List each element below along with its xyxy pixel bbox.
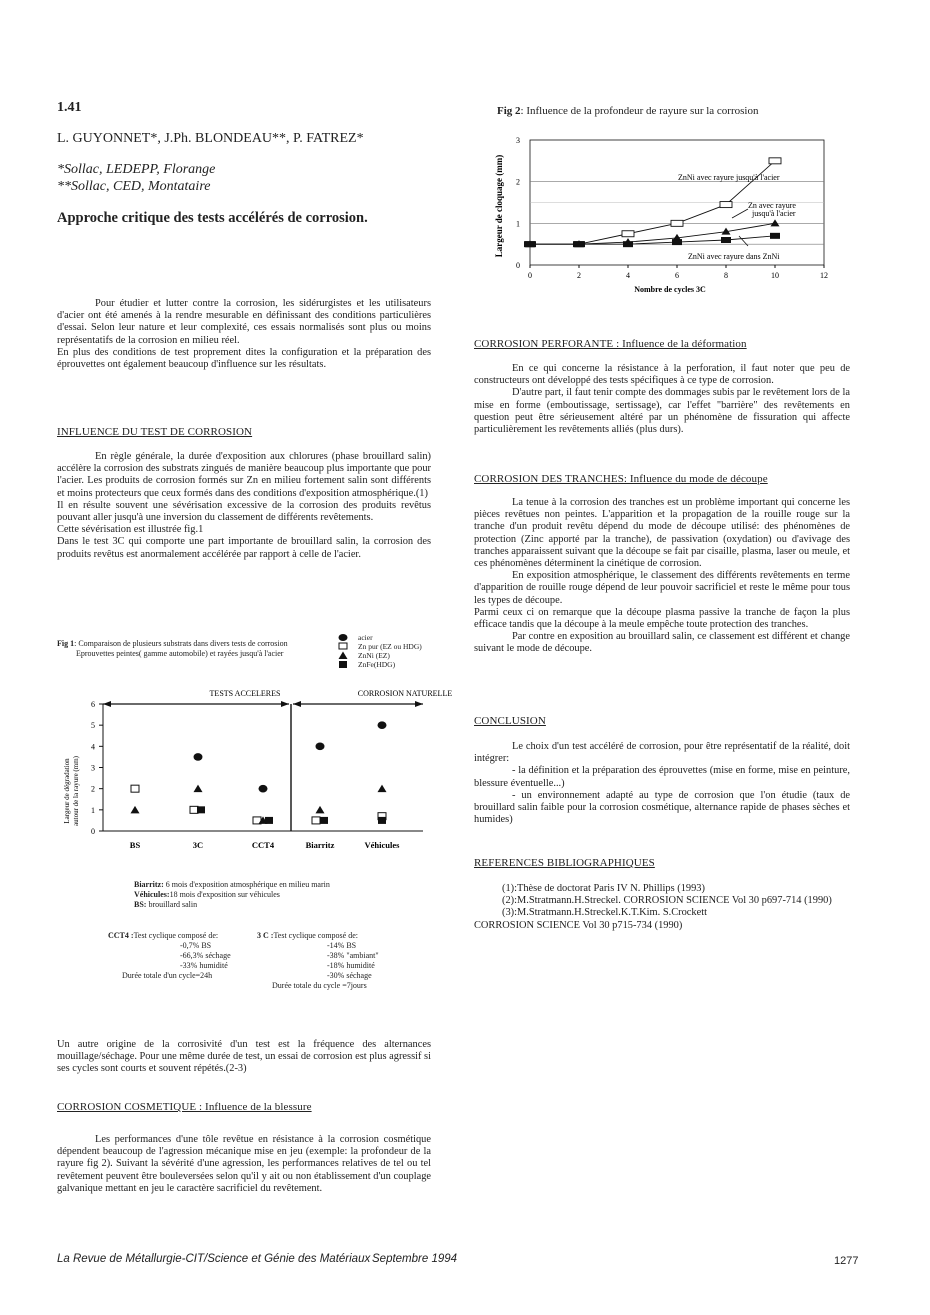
3c-subtitle: Test cyclique composé de: <box>273 931 358 940</box>
note-text: brouillard salin <box>146 900 198 909</box>
footer-date: Septembre 1994 <box>372 1253 458 1265</box>
cct4-title: CCT4 : <box>108 931 134 940</box>
heading-influence: INFLUENCE DU TEST DE CORROSION <box>57 426 253 438</box>
marker-znni <box>194 785 203 793</box>
y-tick-label: 6 <box>91 700 95 709</box>
fig2-caption <box>497 105 758 117</box>
marker-znni-znni <box>525 241 535 247</box>
square-filled-marker-icon <box>338 660 350 669</box>
note-biarritz <box>134 880 434 890</box>
intro-paragraph: En plus des conditions de test proprement dites la configuration et la préparation des éprouvettes ont également beaucoup d'influence sur les résultats. <box>57 346 431 371</box>
fig2-chart <box>490 128 840 308</box>
fig2-label-c: ZnNi avec rayure dans ZnNi <box>688 252 780 261</box>
y-tick-label: 5 <box>91 721 95 731</box>
paragraph: Par contre en exposition au brouillard salin, ce classement est différent et change suivant le mode de découpe. <box>474 631 850 655</box>
reference: (1):Thèse de doctorat Paris IV N. Phillips (1993) <box>502 883 705 894</box>
fig2-label-b1: Zn avec rayure <box>748 201 796 210</box>
heading-tranches: CORROSION DES TRANCHES: Influence du mode de découpe <box>474 473 768 485</box>
marker-zn-acier <box>771 219 780 226</box>
note-vehicules <box>134 890 434 900</box>
fig1-marks <box>131 721 387 824</box>
annotation-arrow <box>732 209 748 218</box>
paragraph: Dans le test 3C qui comporte une part importante de brouillard salin, la corrosion des produits revêtus est anormalement accélérée par rapport à celle de l'acier. <box>57 536 431 560</box>
cosmetique-block <box>57 1134 431 1195</box>
3c-box <box>257 931 417 991</box>
heading-references: REFERENCES BIBLIOGRAPHIQUES <box>474 857 655 869</box>
heading-conclusion: CONCLUSION <box>474 715 546 727</box>
x-tick-label: 0 <box>528 271 532 280</box>
fig1-legend <box>338 633 448 669</box>
legend-item <box>338 660 448 669</box>
marker-zn-pur <box>312 817 320 824</box>
marker-znfe <box>197 806 205 813</box>
paragraph: Le choix d'un test accéléré de corrosion, pour être représentatif de la réalité, doit intégrer: <box>474 741 850 765</box>
note-term: Biarritz: <box>134 880 164 889</box>
fig2-label-b2: jusqu'à l'acier <box>752 209 796 218</box>
note-bs <box>134 900 434 910</box>
x-tick-label: 6 <box>675 271 679 280</box>
fig1-ylabel-line1: Largeur de dégradation <box>63 758 71 824</box>
intro-block <box>57 298 431 371</box>
marker-znni-znni <box>574 241 584 247</box>
cct4-item: -0,7% BS <box>180 941 212 950</box>
conclusion-block <box>474 741 850 826</box>
legend-label: ZnFe(HDG) <box>358 660 396 669</box>
marker-znni-znni <box>721 237 731 243</box>
marker-znni-znni <box>672 239 682 245</box>
circle-marker-icon <box>338 633 350 642</box>
legend-item <box>338 642 448 651</box>
3c-item: -14% BS <box>327 941 357 950</box>
note-text: 18 mois d'exposition sur véhicules <box>169 890 280 899</box>
fig1-axes <box>91 700 423 850</box>
x-tick-label: 10 <box>771 271 779 280</box>
section-number: 1.41 <box>57 100 82 115</box>
marker-znni-acier <box>720 202 732 208</box>
influence-block <box>57 451 431 561</box>
legend-label: ZnNi (EZ) <box>358 651 390 660</box>
y-tick-label: 1 <box>91 805 95 815</box>
paragraph: En règle générale, la durée d'exposition aux chlorures (phase brouillard salin) accélère la corrosion des substrats zingués de manière beaucoup plus importante que pour l'acier. Les produits de corrosion formés sur Zn en milieu fortement salin sont différents et moins protecteurs que ceux formés dans des conditions d'exposition atmosphérique.(1) <box>57 451 431 499</box>
reference: (2):M.Stratmann.H.Streckel. CORROSION SCIENCE Vol 30 p697-714 (1990) <box>502 895 832 907</box>
heading-perforante: CORROSION PERFORANTE : Influence de la déformation <box>474 338 747 350</box>
paragraph: Cette sévérisation est illustrée fig.1 <box>57 524 204 536</box>
marker-znni <box>131 806 140 814</box>
3c-title: 3 C : <box>257 931 274 940</box>
fig1-caption-line2: Eprouvettes peintes( gamme automobile) et rayées jusqu'à l'acier <box>76 649 284 658</box>
cct4-item: -66,3% séchage <box>180 951 231 960</box>
banner-left: TESTS ACCELERES <box>209 689 281 698</box>
arrowhead <box>415 701 423 707</box>
fig1-ylabel-line2: autour de la rayure (mm) <box>72 756 80 826</box>
conclusion-item: - un environnement adapté au type de corrosion que l'on étudie (taux de brouillard salin faible pour la corrosion cosmétique, alternance rapide de phases sèches et humides) <box>474 789 850 826</box>
x-category-label: CCT4 <box>251 840 275 850</box>
footer-journal: La Revue de Métallurgie-CIT/Science et Génie des Matériaux <box>57 1253 371 1265</box>
y-tick-label: 4 <box>91 742 95 752</box>
banner-right: CORROSION NATURELLE <box>357 689 453 698</box>
y-tick-label: 1 <box>516 219 520 229</box>
cct4-subtitle: Test cyclique composé de: <box>133 931 219 940</box>
references-block <box>474 883 850 932</box>
marker-acier <box>259 785 268 793</box>
reference: CORROSION SCIENCE Vol 30 p715-734 (1990) <box>474 919 683 931</box>
paragraph: Parmi ceux ci on remarque que la découpe plasma passive la tranche de façon la plus efficace tandis que la découpe à la meule empêche toute protection des tranches. <box>474 606 850 631</box>
arrowhead <box>293 701 301 707</box>
marker-zn-pur <box>190 806 198 813</box>
authors: L. GUYONNET*, J.Ph. BLONDEAU**, P. FATREZ* <box>57 131 364 146</box>
marker-znni-acier <box>671 220 683 226</box>
note-term: Véhicules: <box>134 890 170 899</box>
3c-total: Durée totale du cycle =7jours <box>272 981 367 990</box>
affiliation-2: **Sollac, CED, Montataire <box>57 179 211 194</box>
fig2-label: Fig 2 <box>497 105 521 117</box>
page-number: 1277 <box>834 1255 859 1267</box>
fig1-label: Fig 1 <box>57 639 75 648</box>
marker-znni-acier <box>622 231 634 237</box>
x-category-label: BS <box>129 840 141 850</box>
legend-item <box>338 633 448 642</box>
paragraph: En ce qui concerne la résistance à la perforation, il faut noter que peu de constructeurs ont développé des tests spécifiques à ce type de corrosion. <box>474 363 850 387</box>
heading-cosmetique: CORROSION COSMETIQUE : Influence de la blessure <box>57 1101 312 1113</box>
series-line <box>530 223 775 244</box>
marker-acier <box>194 753 203 761</box>
paragraph: Un autre origine de la corrosivité d'un test est la fréquence des alternances mouillage/séchage. Pour une même durée de test, un essai de corrosion est plus agressif si ses cycles sont courts et souvent répétés.(2-3) <box>57 1039 431 1075</box>
affiliation-1: *Sollac, LEDEPP, Florange <box>57 162 216 177</box>
paragraph: Les performances d'une tôle revêtue en résistance à la corrosion cosmétique dépendent beaucoup de l'agression mécanique mise en jeu (exemple: la profondeur de la rayure fig 2). Suivant la sévérité d'une agression, les performances relatives de tel ou tel revêtement peuvent être bouleversées selon qu'il y ait ou non établissement d'un couplage galvanique mettant en jeu le caractère sacrificiel du revêtement. <box>57 1134 431 1194</box>
legend-label: Zn pur (EZ ou HDG) <box>358 642 422 651</box>
marker-znni-znni <box>770 233 780 239</box>
y-tick-label: 0 <box>91 827 95 836</box>
marker-znni-znni <box>623 241 633 247</box>
paragraph: La tenue à la corrosion des tranches est un problème important qui concerne les pièces revêtues non peintes. L'apparition et la propagation de la rouille rouge sur la tranche d'un produit revêtu dépend du mode de découpe utilisé: des phénomènes de protection (Zinc apporté par la tranche), de passivation (oxydation) ou d'avivage des tranches apparaissent suivant que la découpe se fait par cisaille, plasma, laser ou meule, et ces phénomènes déterminent la cinétique de corrosion. <box>474 497 850 570</box>
y-tick-label: 3 <box>516 136 520 145</box>
3c-item: -18% humidité <box>327 961 375 970</box>
marker-znni <box>378 785 387 793</box>
fig1-caption-line1: : Comparaison de plusieurs substrats dans divers tests de corrosion <box>74 639 288 648</box>
marker-acier <box>378 721 387 729</box>
x-tick-label: 4 <box>626 271 630 280</box>
paper-title: Approche critique des tests accélérés de corrosion. <box>57 210 368 226</box>
3c-item: -38% "ambiant" <box>327 951 379 960</box>
fig1-chart <box>55 683 453 858</box>
annotation-arrow <box>739 236 748 246</box>
arrowhead <box>281 701 289 707</box>
paragraph: Il en résulte souvent une sévérisation excessive de la corrosion des produits revêtus pouvant aller jusqu'à une inversion du classement de différents revêtements. <box>57 499 431 524</box>
y-tick-label: 3 <box>91 763 95 773</box>
conclusion-item: - la définition et la préparation des éprouvettes (mise en forme, mise en peinture, blessure éventuelle...) <box>474 765 850 789</box>
x-tick-label: 2 <box>577 271 581 280</box>
y-tick-label: 2 <box>516 177 520 187</box>
fig1-caption <box>57 639 347 659</box>
marker-zn-pur <box>131 785 139 792</box>
marker-znfe <box>378 817 386 824</box>
paragraph: En exposition atmosphérique, le classement des différents revêtements en terme d'apparition de rouille rouge dépend de leur pouvoir sacrificiel et reste le même pour tous les types de découpe. <box>474 570 850 606</box>
note-text: 6 mois d'exposition atmosphérique en milieu marin <box>163 880 330 889</box>
tranches-block <box>474 497 850 656</box>
marker-acier <box>316 743 325 751</box>
fig2-caption-text: : Influence de la profondeur de rayure sur la corrosion <box>520 105 759 117</box>
paragraph: D'autre part, il faut tenir compte des dommages subis par le revêtement lors de la mise en forme (emboutissage, sertissage), car l'effet "barrière" des revêtements en question peut être sérieusement altéré par un phénomène de fissuration qui affecte particulièrement les revêtements alliés (plus durs). <box>474 387 850 436</box>
perforante-block <box>474 363 850 436</box>
x-category-label: Véhicules <box>364 840 400 850</box>
y-tick-label: 0 <box>516 261 520 270</box>
fig1-notes <box>134 880 434 910</box>
marker-znfe <box>320 817 328 824</box>
cct4-total: Durée totale d'un cycle=24h <box>122 971 213 980</box>
marker-znni-acier <box>769 158 781 164</box>
fig2-xlabel: Nombre de cycles 3C <box>634 285 706 294</box>
x-category-label: Biarritz <box>305 840 335 850</box>
x-tick-label: 12 <box>820 271 828 280</box>
cct4-item: -33% humidité <box>180 961 228 970</box>
cct4-box <box>108 931 258 981</box>
cosm-intro-block <box>57 1039 431 1076</box>
square-open-marker-icon <box>338 642 350 651</box>
reference: (3):M.Stratmann.H.Streckel.K.T.Kim. S.Crockett <box>502 907 707 919</box>
fig2-label-a: ZnNi avec rayure jusqu'à l'acier <box>678 173 780 182</box>
legend-label: acier <box>358 633 373 642</box>
y-tick-label: 2 <box>91 784 95 794</box>
fig2-ylabel: Largeur de cloquage (mm) <box>494 154 504 258</box>
x-category-label: 3C <box>192 840 204 850</box>
3c-item: -30% séchage <box>327 971 372 980</box>
legend-item <box>338 651 448 660</box>
x-tick-label: 8 <box>724 271 728 280</box>
marker-znfe <box>265 817 273 824</box>
intro-paragraph: Pour étudier et lutter contre la corrosion, les sidérurgistes et les utilisateurs d'acier ont été amenés à la rendre mesurable en définissant des conditions particulières d'essai. Selon leur nature et leur complexité, ces essais normalisés sont plus ou moins représentatifs de la corrosion en milieu réel. <box>57 298 431 346</box>
triangle-marker-icon <box>338 651 350 660</box>
marker-znni <box>316 806 325 814</box>
arrowhead <box>103 701 111 707</box>
note-term: BS: <box>134 900 147 909</box>
